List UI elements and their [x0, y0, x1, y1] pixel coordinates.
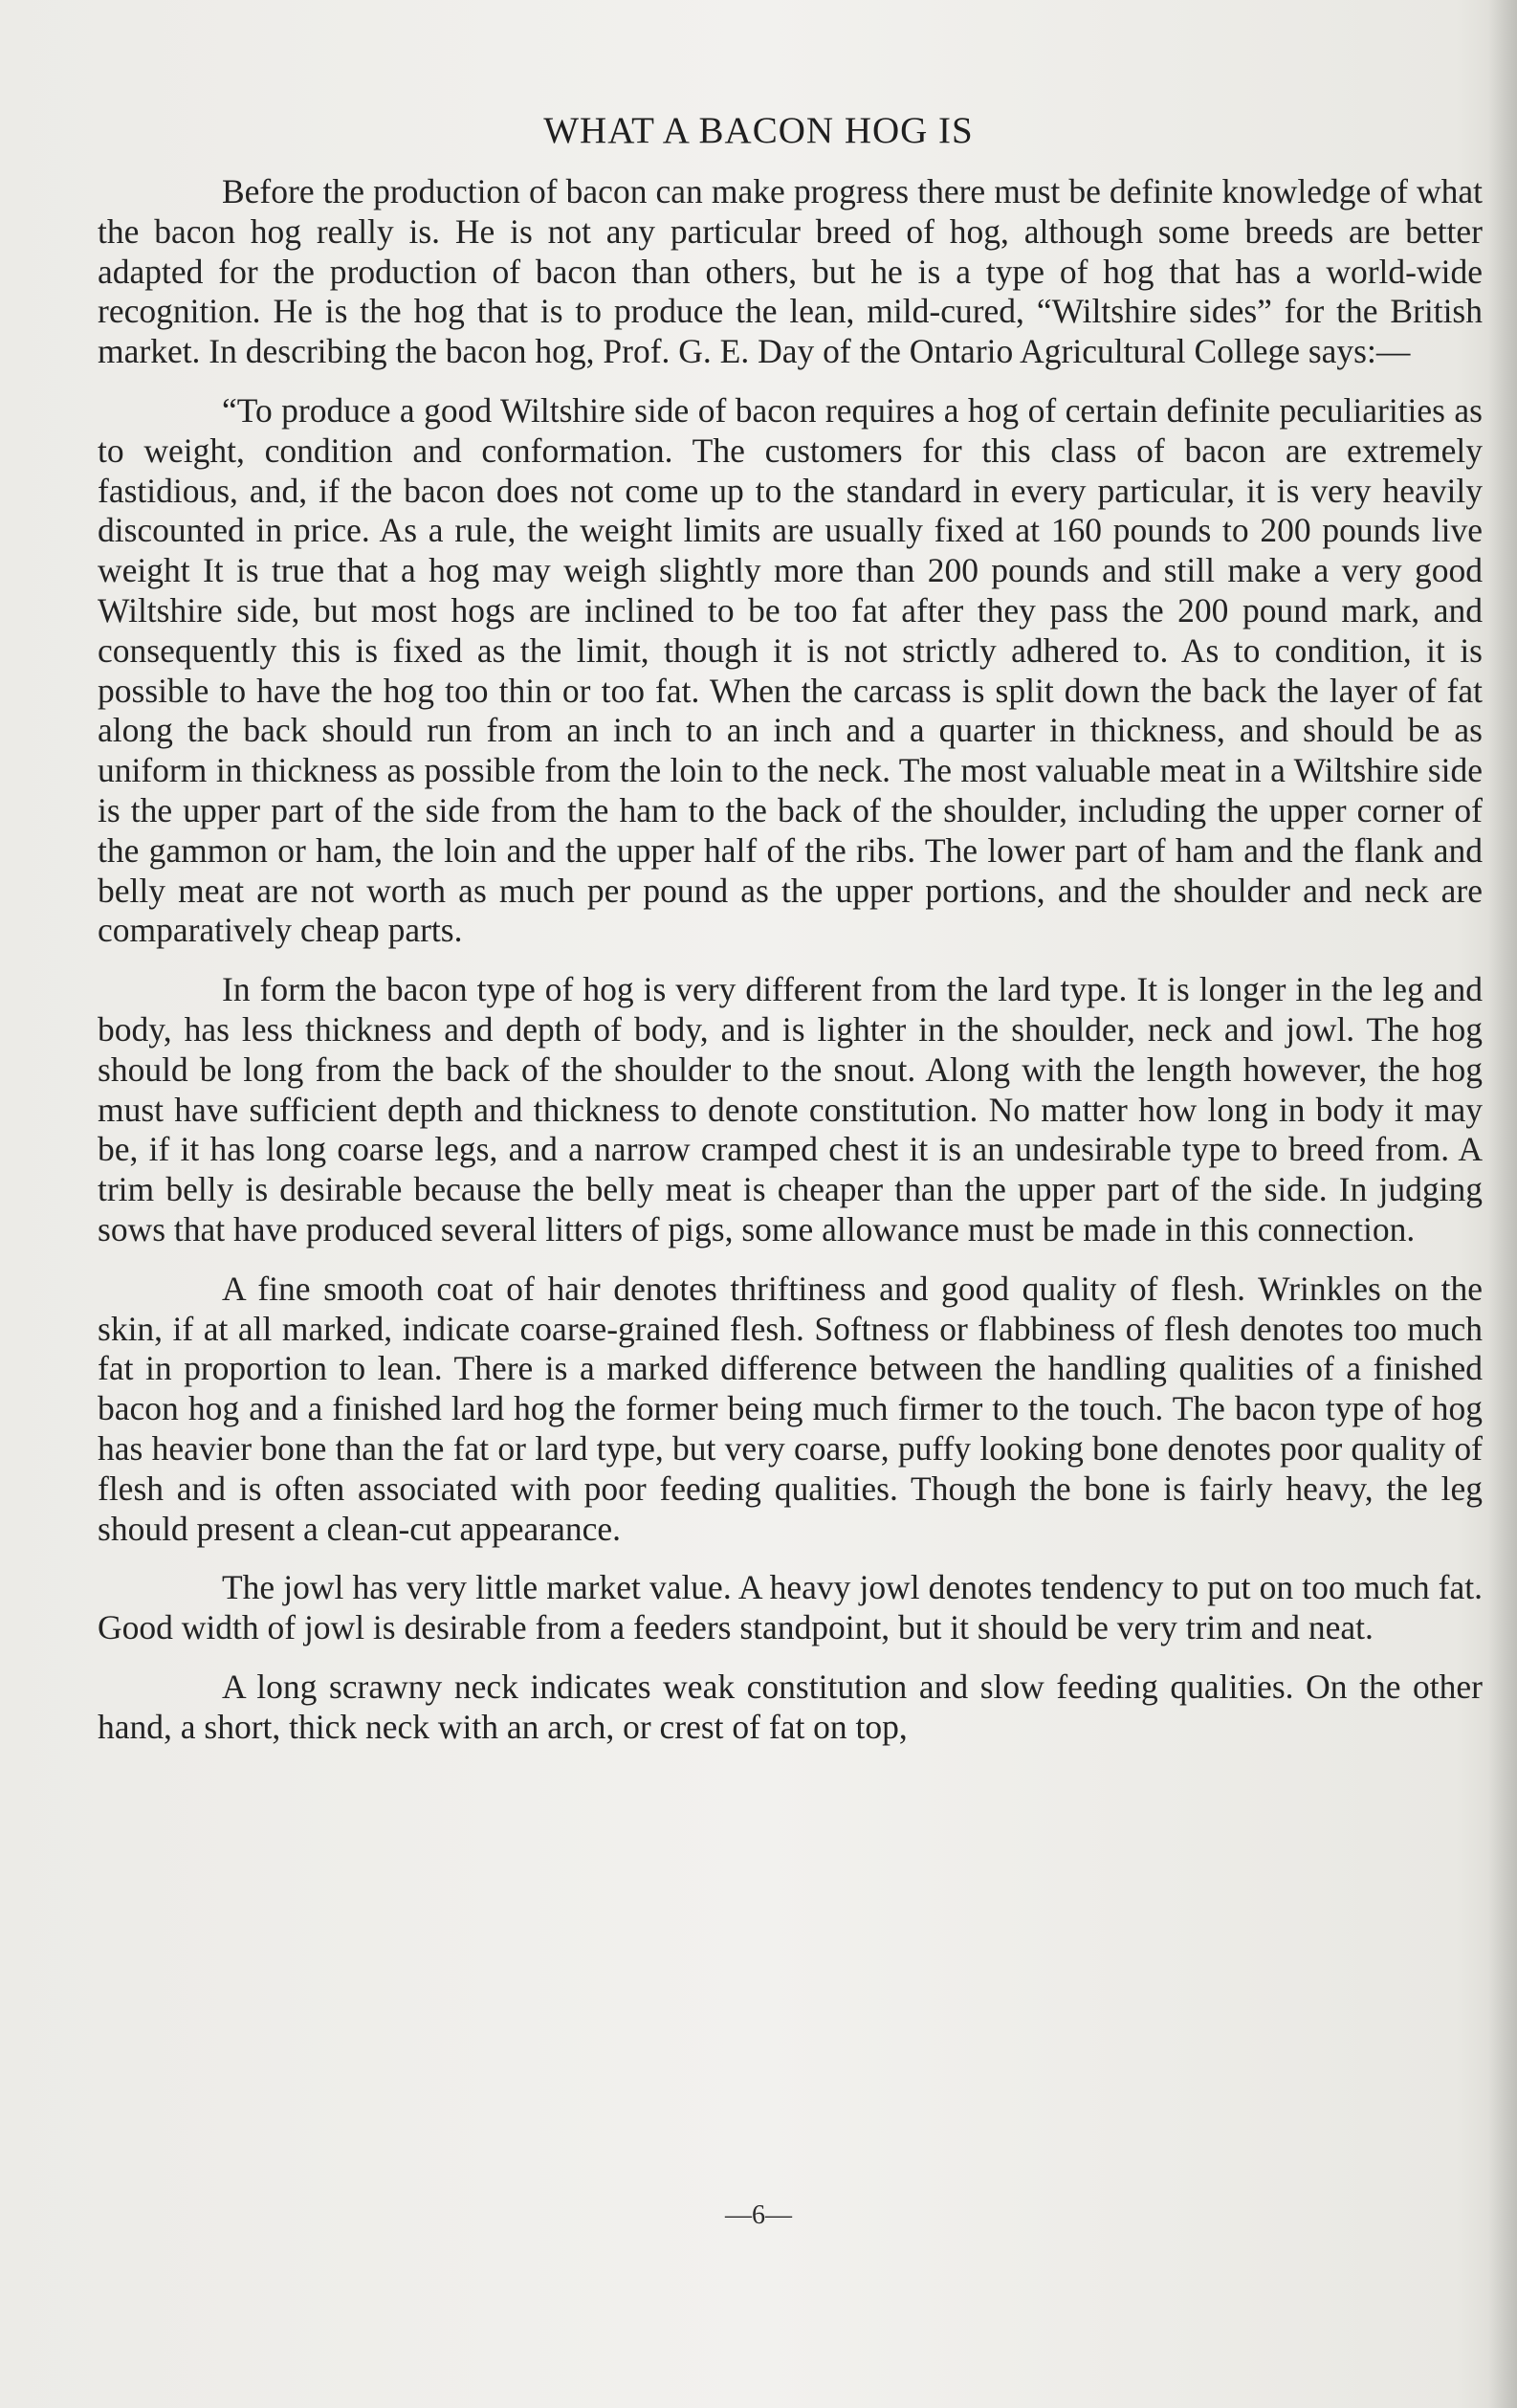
body-text [98, 172, 1483, 1766]
paragraph-form: In form the bacon type of hog is very different from the lard type. It is longer in the leg and body, has less thickness and depth of body, and is lighter in the shoulder, neck and jowl. The hog should be long from the back of the shoulder to the snout. Along with the length however, the hog must have sufficient depth and thickness to denote constitution. No matter how long in body it may be, if it has long coarse legs, and a narrow cramped chest it is an undesirable type to breed from. A trim belly is desirable because the belly meat is cheaper than the upper part of the side. In judging sows that have produced several litters of pigs, some allowance must be made in this connection. [98, 970, 1483, 1248]
page-edge-shadow [1488, 0, 1517, 2408]
paragraph-jowl: The jowl has very little market value. A heavy jowl denotes tendency to put on too much fat. Good width of jowl is desirable from a feeders standpoint, but it should be very trim and neat. [98, 1568, 1483, 1647]
paragraph-intro: Before the production of bacon can make progress there must be definite knowledge of what the bacon hog really is. He is not any particular breed of hog, although some breeds are better adapted for the production of bacon than others, but he is a type of hog that has a world-wide recognition. He is the hog that is to produce the lean, mild-cured, “Wiltshire sides” for the British market. In describing the bacon hog, Prof. G. E. Day of the Ontario Agricultural College says:— [98, 172, 1483, 371]
paragraph-neck: A long scrawny neck indicates weak constitution and slow feeding qualities. On the other hand, a short, thick neck with an arch, or crest of fat on top, [98, 1667, 1483, 1746]
paragraph-quote-wiltshire: “To produce a good Wiltshire side of bacon requires a hog of certain definite peculiarities as to weight, condition and conformation. The customers for this class of bacon are extremely fastidious, and, if the bacon does not come up to the standard in every particular, it is very heavily discounted in price. As a rule, the weight limits are usually fixed at 160 pounds to 200 pounds live weight It is true that a hog may weigh slightly more than 200 pounds and still make a very good Wiltshire side, but most hogs are inclined to be too fat after they pass the 200 pound mark, and consequently this is fixed as the limit, though it is not strictly adhered to. As to condition, it is possible to have the hog too thin or too fat. When the carcass is split down the back the layer of fat along the back should run from an inch to an inch and a quarter in thickness, and should be as uniform in thickness as possible from the loin to the neck. The most valuable meat in a Wiltshire side is the upper part of the side from the ham to the back of the shoulder, including the upper corner of the gammon or ham, the loin and the upper half of the ribs. The lower part of ham and the flank and belly meat are not worth as much per pound as the upper portions, and the shoulder and neck are comparatively cheap parts. [98, 390, 1483, 950]
page-number: —6— [725, 2200, 792, 2230]
page-title: WHAT A BACON HOG IS [543, 110, 974, 152]
paragraph-coat: A fine smooth coat of hair denotes thriftiness and good quality of flesh. Wrinkles on the skin, if at all marked, indicate coarse-grained flesh. Softness or flabbiness of flesh denotes too much fat in proportion to lean. There is a marked difference between the handling qualities of a finished bacon hog and a finished lard hog the former being much firmer to the touch. The bacon type of hog has heavier bone than the fat or lard type, but very coarse, puffy looking bone denotes poor quality of flesh and is often associated with poor feeding qualities. Though the bone is fairly heavy, the leg should present a clean-cut appearance. [98, 1269, 1483, 1548]
